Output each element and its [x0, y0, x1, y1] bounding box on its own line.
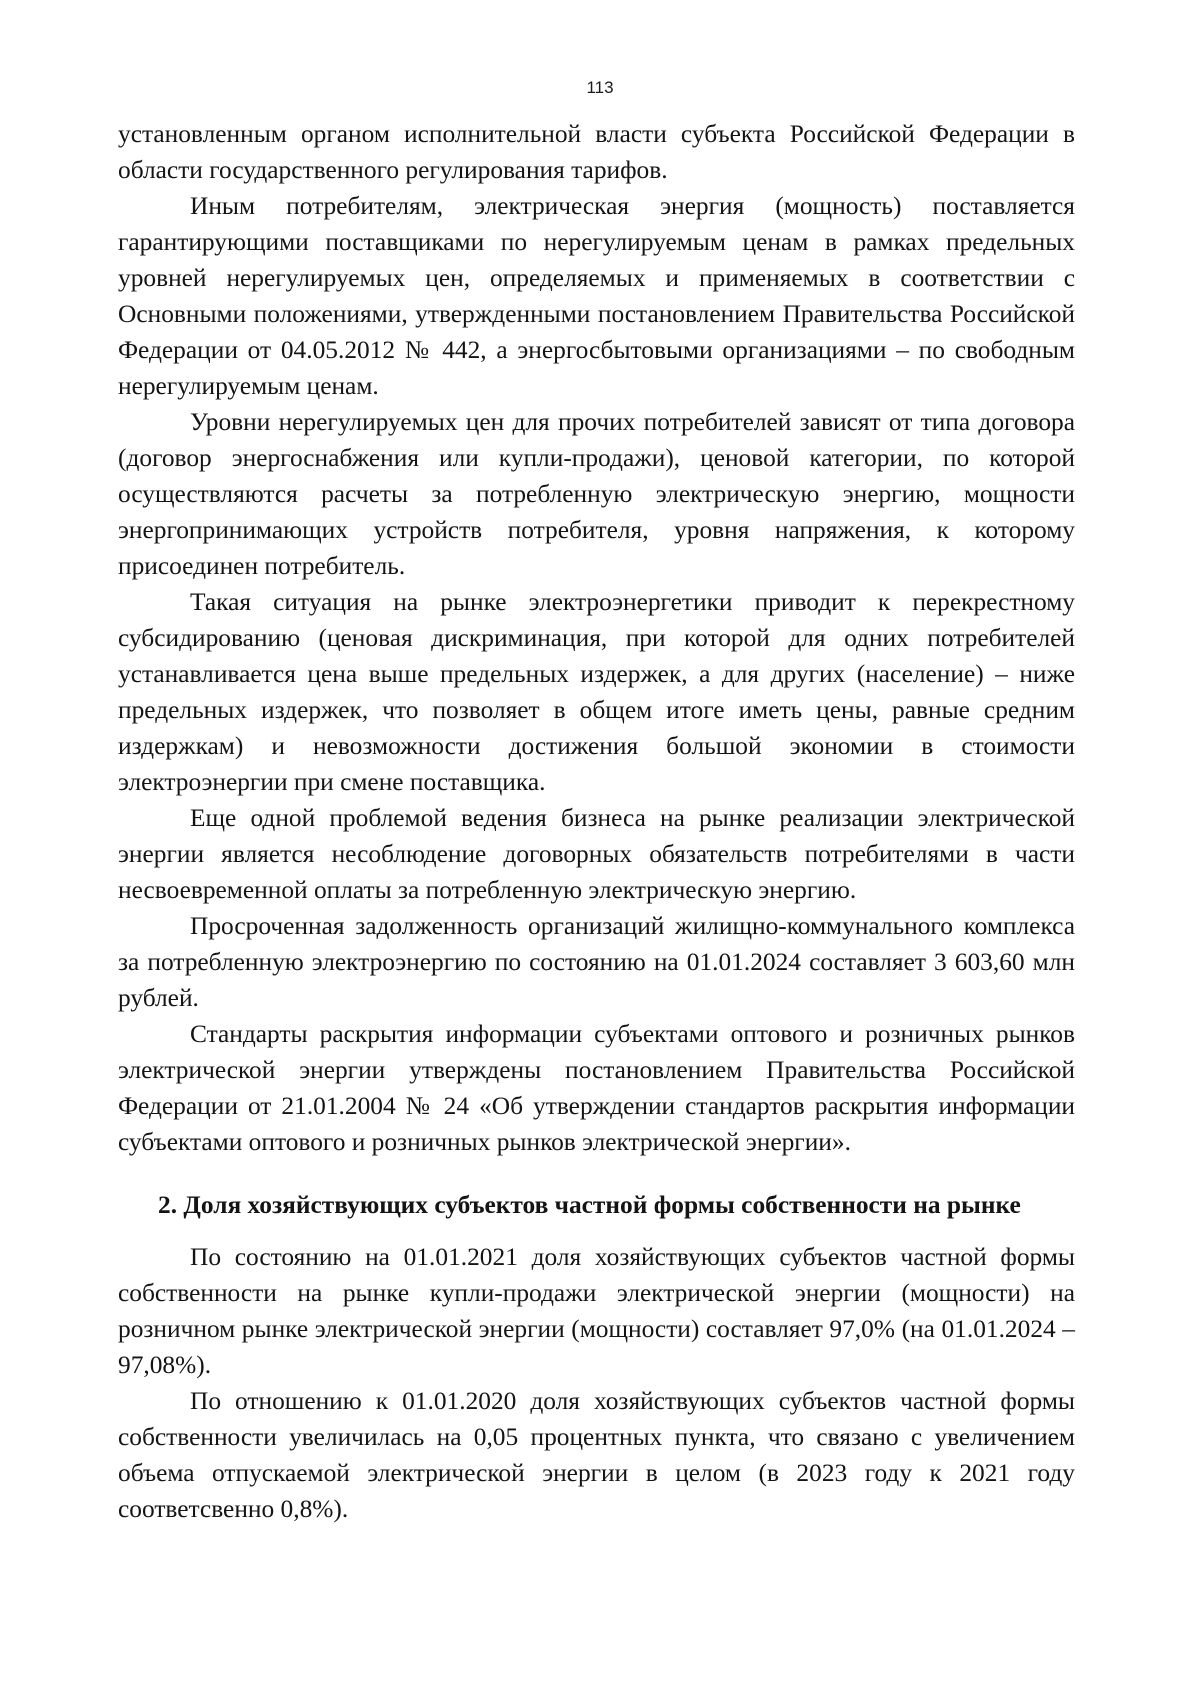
- paragraph-cross-subsidy: Такая ситуация на рынке электроэнергетики приводит к перекрестному субсидированию (ценовая дискриминация, при которой для одних потребителей устанавливается цена выше предельных издержек, а для других (население) – ниже предельных издержек, что позволяет в общем итоге иметь цены, равные средним издержкам) и невозможности достижения большой экономии в стоимости электроэнергии при смене поставщика.: [118, 588, 1075, 796]
- section-heading: 2. Доля хозяйствующих субъектов частной формы собственности на рынке: [158, 1191, 1021, 1219]
- paragraph-continuation: установленным органом исполнительной власти субъекта Российской Федерации в области государственного регулирования тарифов.: [118, 120, 1075, 184]
- paragraph-overdue-debt: Просроченная задолженность организаций жилищно-коммунального комплекса за потребленную электроэнергию по состоянию на 01.01.2024 составляет 3 603,60 млн рублей.: [118, 912, 1075, 1012]
- paragraph-share-change: По отношению к 01.01.2020 доля хозяйствующих субъектов частной формы собственности увеличилась на 0,05 процентных пункта, что связано с увеличением объема отпускаемой электрической энергии в целом (в 2023 году к 2021 году соответсвенно 0,8%).: [118, 1387, 1075, 1523]
- page-number: 113: [586, 78, 614, 97]
- document-body: [118, 116, 1075, 1527]
- paragraph-price-levels: Уровни нерегулируемых цен для прочих потребителей зависят от типа договора (договор энергоснабжения или купли-продажи), ценовой категории, по которой осуществляются расчеты за потребленную электрическую энергию, мощности энергопринимающих устройств потребителя, уровня напряжения, к которому присоединен потребитель.: [118, 408, 1075, 580]
- paragraph-private-share: По состоянию на 01.01.2021 доля хозяйствующих субъектов частной формы собственности на рынке купли-продажи электрической энергии (мощности) на розничном рынке электрической энергии (мощности) составляет 97,0% (на 01.01.2024 – 97,08%).: [118, 1243, 1075, 1379]
- paragraph-disclosure-standards: Стандарты раскрытия информации субъектами оптового и розничных рынков электрической энергии утверждены постановлением Правительства Российской Федерации от 21.01.2004 № 24 «Об утверждении стандартов раскрытия информации субъектами оптового и розничных рынков электрической энергии».: [118, 1020, 1075, 1156]
- paragraph-other-consumers: Иным потребителям, электрическая энергия (мощность) поставляется гарантирующими поставщиками по нерегулируемым ценам в рамках предельных уровней нерегулируемых цен, определяемых и применяемых в соответствии с Основными положениями, утвержденными постановлением Правительства Российской Федерации от 04.05.2012 № 442, а энергосбытовыми организациями – по свободным нерегулируемым ценам.: [118, 192, 1075, 400]
- paragraph-payment-issues: Еще одной проблемой ведения бизнеса на рынке реализации электрической энергии является несоблюдение договорных обязательств потребителями в части несвоевременной оплаты за потребленную электрическую энергию.: [118, 804, 1075, 904]
